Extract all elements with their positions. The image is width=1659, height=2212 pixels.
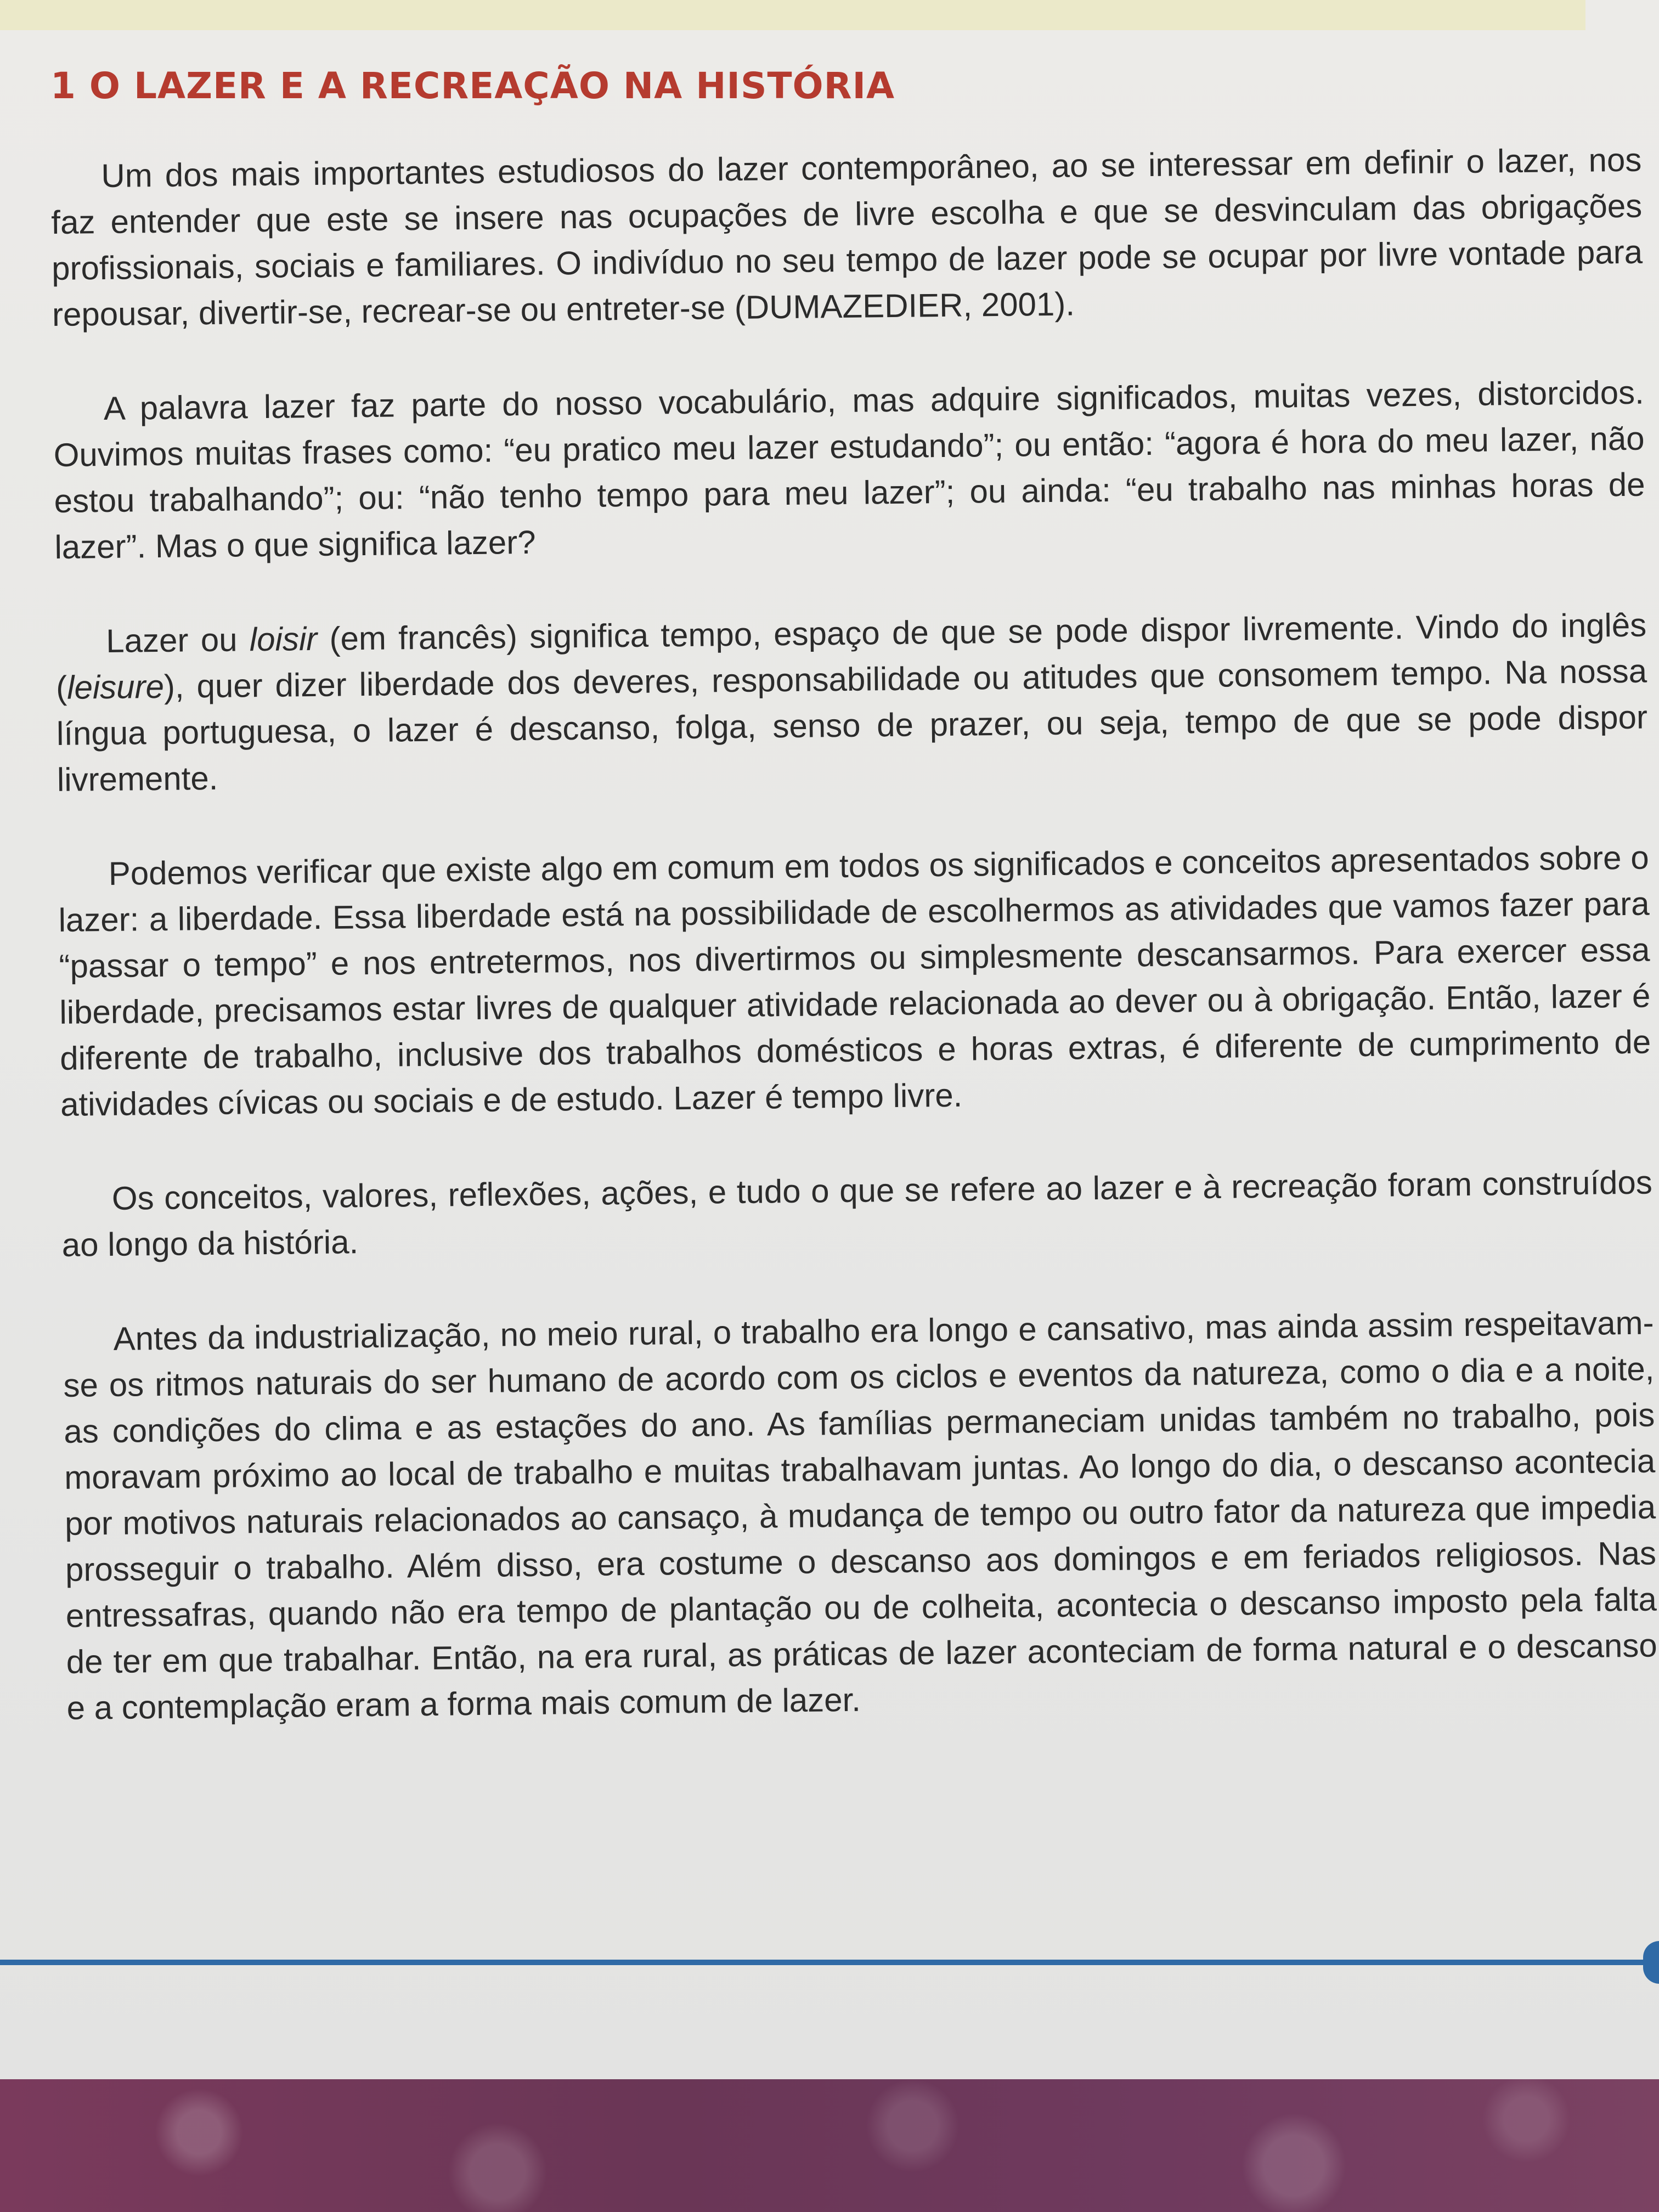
section-heading: 1 O LAZER E A RECREAÇÃO NA HISTÓRIA — [50, 65, 895, 107]
paragraph-3-part-3: ), quer dizer liberdade dos deveres, responsabilidade ou atitudes que consomem tempo. Na nossa língua portuguesa, o lazer é descanso, folga, senso de prazer, ou seja, tempo de que se pode dispor livremente. — [56, 652, 1648, 798]
paragraph-2: A palavra lazer faz parte do nosso vocabulário, mas adquire significados, muitas vezes, distorcidos. Ouvimos muitas frases como: “eu pratico meu lazer estudando”; ou então: “agora é hora do meu lazer, não estou trabalhando”; ou: “não tenho tempo para meu lazer”; ou ainda: “eu trabalho nas minhas horas de lazer”. Mas o que significa lazer? — [53, 374, 1645, 566]
paragraph-1: Um dos mais importantes estudiosos do lazer contemporâneo, ao se interessar em definir o lazer, nos faz entender que este se insere nas ocupações de livre escolha e que se desvinculam das obrigações profissionais, sociais e familiares. O indivíduo no seu tempo de lazer pode se ocupar por livre vontade para repousar, divertir-se, recrear-se ou entreter-se (DUMAZEDIER, 2001). — [50, 141, 1643, 333]
paragraph-4: Podemos verificar que existe algo em comum em todos os significados e conceitos apresentados sobre o lazer: a liberdade. Essa liberdade está na possibilidade de escolhermos as atividades que vamos fazer para “passar o tempo” e nos entretermos, nos divertirmos ou simplesmente descansarmos. Para exercer essa liberdade, precisamos estar livres de qualquer atividade relacionada ao dever ou à obrigação. Então, lazer é diferente de trabalho, inclusive dos trabalhos domésticos e horas extras, é diferente de cumprimento de atividades cívicas ou sociais e de estudo. Lazer é tempo livre. — [58, 839, 1651, 1123]
term-leisure: leisure — [66, 668, 165, 706]
footer-rule-end — [1643, 1941, 1659, 1984]
paragraph-3-part-1: Lazer ou — [105, 621, 250, 659]
paragraph-5: Os conceitos, valores, reflexões, ações, e tudo o que se refere ao lazer e à recreação foram construídos ao longo da história. — [61, 1164, 1653, 1263]
paragraph-3-part-2: (em francês) significa tempo, espaço de que se pode dispor livremente. Vindo do inglês ( — [55, 606, 1647, 706]
fabric-background — [0, 2079, 1659, 2212]
body-text — [50, 137, 1658, 1780]
top-color-band — [0, 0, 1585, 30]
paragraph-3 — [55, 602, 1648, 803]
footer-rule — [0, 1960, 1659, 1965]
term-loisir: loisir — [249, 620, 318, 658]
paragraph-6: Antes da industrialização, no meio rural, o trabalho era longo e cansativo, mas ainda assim respeitavam-se os ritmos naturais do ser humano de acordo com os ciclos e eventos da natureza, como o dia e a noite, as condições do clima e as estações do ano. As famílias permaneciam unidas também no trabalho, pois moravam próximo ao local de trabalho e muitas trabalhavam juntas. Ao longo do dia, o descanso acontecia por motivos naturais relacionados ao cansaço, à mudança de tempo ou outro fator da natureza que impedia prosseguir o trabalho. Além disso, era costume o descanso aos domingos e em feriados religiosos. Nas entressafras, quando não era tempo de plantação ou de colheita, acontecia o descanso imposto pela falta de ter em que trabalhar. Então, na era rural, as práticas de lazer aconteciam de forma natural e o descanso e a contemplação eram a forma mais comum de lazer. — [63, 1304, 1657, 1726]
